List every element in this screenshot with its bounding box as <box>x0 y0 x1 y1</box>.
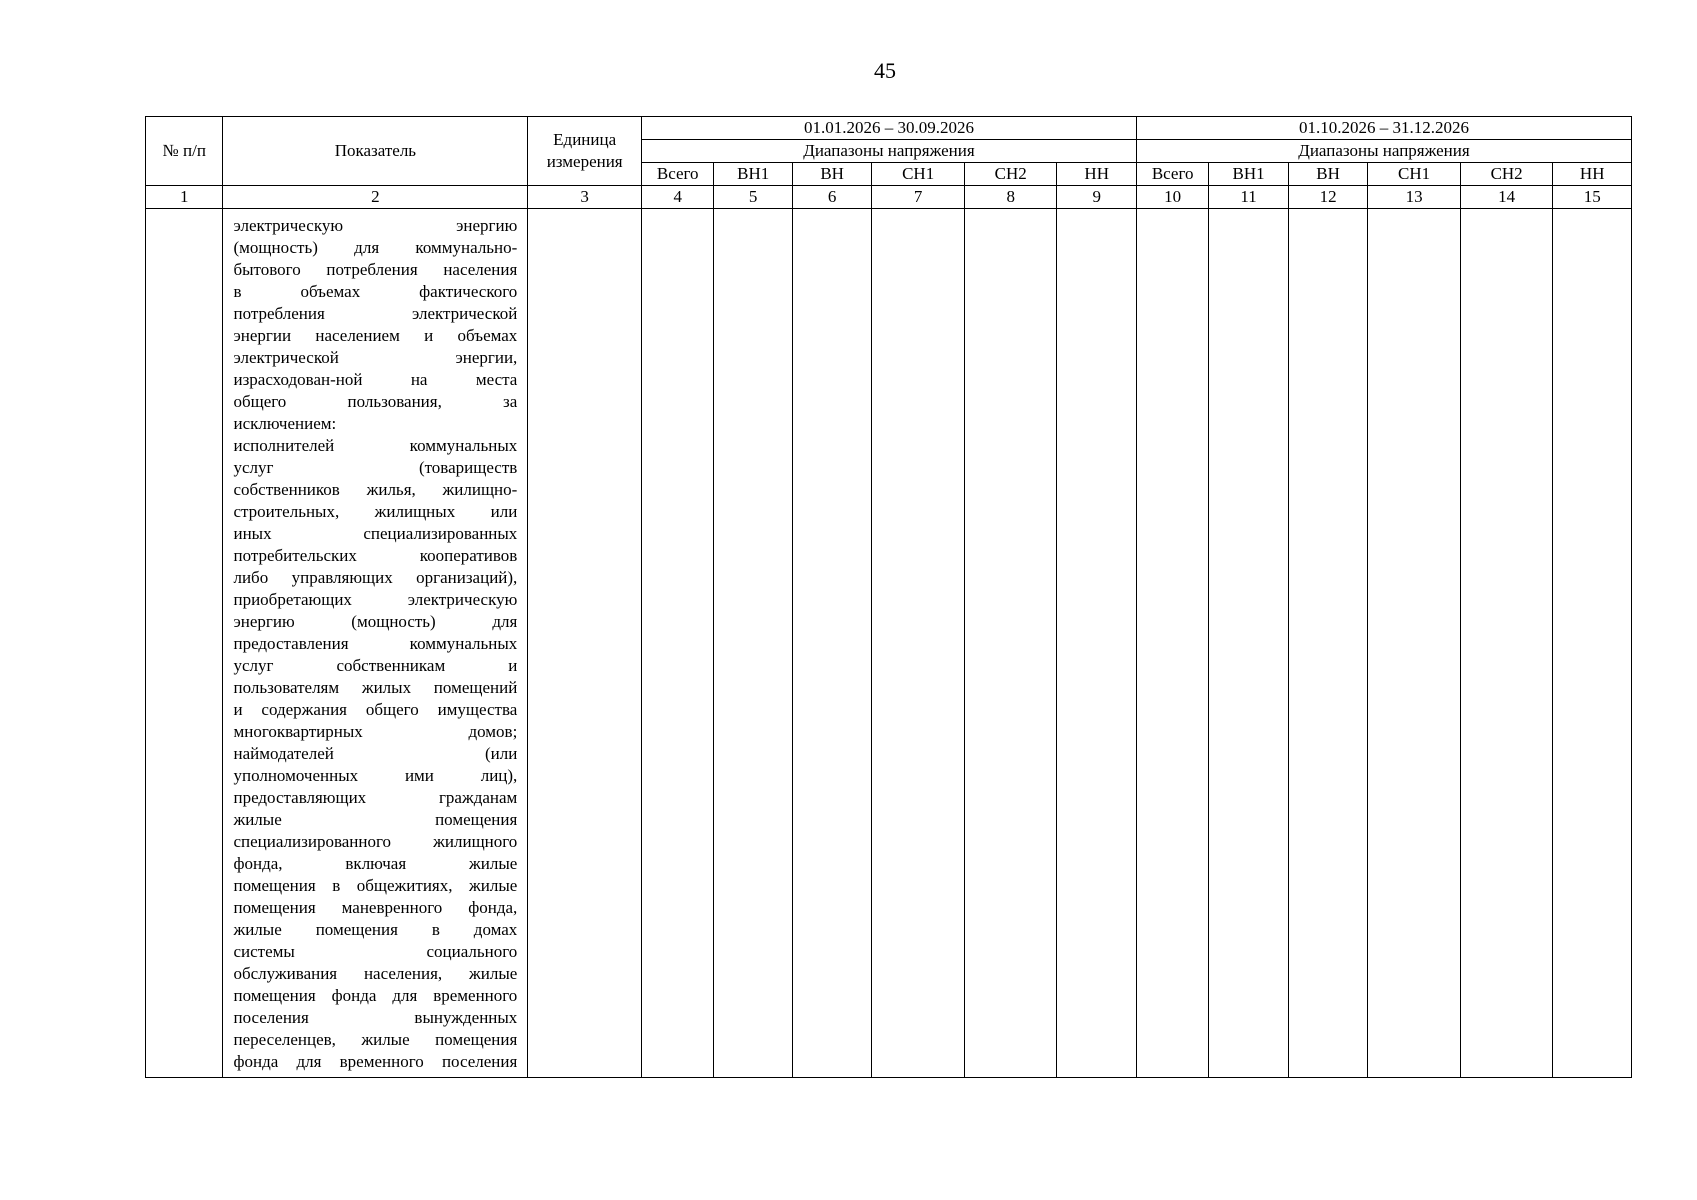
column-number: 8 <box>964 186 1057 209</box>
indicator-line: либо управляющих организаций), <box>233 568 518 587</box>
column-number: 14 <box>1460 186 1553 209</box>
indicator-line: жилые помещения <box>233 810 518 829</box>
indicator-line: поселения вынужденных <box>233 1008 518 1027</box>
indicator-line: специализированного жилищного <box>233 832 518 851</box>
value-cell <box>1368 209 1461 1078</box>
indicator-text <box>233 215 517 1073</box>
column-number: 4 <box>642 186 714 209</box>
subcol-sn2: СН2 <box>964 163 1057 186</box>
value-cell <box>1288 209 1367 1078</box>
indicator-line: израсходован-ной на места <box>233 370 518 389</box>
header-period-2: 01.10.2026 – 31.12.2026 <box>1136 117 1631 140</box>
indicator-line: исключением: <box>233 414 337 433</box>
subcol-total: Всего <box>1136 163 1208 186</box>
header-ranges-2: Диапазоны напряжения <box>1136 140 1631 163</box>
subcol-vn: ВН <box>792 163 871 186</box>
value-cell <box>1136 209 1208 1078</box>
indicator-line: жилые помещения в домах <box>233 920 518 939</box>
column-number: 3 <box>528 186 642 209</box>
column-number: 7 <box>872 186 965 209</box>
indicator-line: фонда для временного поселения <box>233 1052 518 1071</box>
value-cell <box>964 209 1057 1078</box>
subcol-sn2: СН2 <box>1460 163 1553 186</box>
value-cell <box>642 209 714 1078</box>
indicator-line: (мощность) для коммунально- <box>233 238 518 257</box>
indicator-line: услуг собственникам и <box>233 656 518 675</box>
subcol-nn: НН <box>1553 163 1632 186</box>
indicator-line: энергию (мощность) для <box>233 612 518 631</box>
value-cell <box>1057 209 1136 1078</box>
column-number: 6 <box>792 186 871 209</box>
indicator-line: наймодателей (или <box>233 744 518 763</box>
indicator-line: бытового потребления населения <box>233 260 518 279</box>
header-num: № п/п <box>146 117 223 186</box>
indicator-line: многоквартирных домов; <box>233 722 518 741</box>
header-row-column-numbers <box>146 186 1632 209</box>
value-cell <box>872 209 965 1078</box>
indicator-line: помещения маневренного фонда, <box>233 898 518 917</box>
indicator-line: общего пользования, за <box>233 392 518 411</box>
value-cell <box>1209 209 1288 1078</box>
indicator-line: собственников жилья, жилищно- <box>233 480 518 499</box>
indicator-line: потребительских кооперативов <box>233 546 518 565</box>
indicator-line: помещения фонда для временного <box>233 986 518 1005</box>
indicator-line: и содержания общего имущества <box>233 700 518 719</box>
column-number: 1 <box>146 186 223 209</box>
indicator-line: системы социального <box>233 942 518 961</box>
indicator-line: уполномоченных ими лиц), <box>233 766 518 785</box>
indicator-line: приобретающих электрическую <box>233 590 518 609</box>
column-number: 11 <box>1209 186 1288 209</box>
subcol-nn: НН <box>1057 163 1136 186</box>
subcol-vn1: ВН1 <box>714 163 792 186</box>
column-number: 13 <box>1368 186 1461 209</box>
header-row-periods <box>146 117 1632 140</box>
indicator-line: предоставления коммунальных <box>233 634 518 653</box>
indicator-line: иных специализированных <box>233 524 518 543</box>
indicator-line: переселенцев, жилые помещения <box>233 1030 518 1049</box>
value-cell <box>1553 209 1632 1078</box>
column-number: 10 <box>1136 186 1208 209</box>
value-cell <box>792 209 871 1078</box>
indicator-line: услуг (товариществ <box>233 458 518 477</box>
header-period-1: 01.01.2026 – 30.09.2026 <box>642 117 1137 140</box>
header-ranges-1: Диапазоны напряжения <box>642 140 1137 163</box>
indicator-line: предоставляющих гражданам <box>233 788 518 807</box>
value-cell <box>714 209 792 1078</box>
indicator-line: помещения в общежитиях, жилые <box>233 876 518 895</box>
table-row <box>146 209 1632 1078</box>
subcol-total: Всего <box>642 163 714 186</box>
subcol-vn1: ВН1 <box>1209 163 1288 186</box>
row-num-cell <box>146 209 223 1078</box>
subcol-sn1: СН1 <box>872 163 965 186</box>
indicator-line: электрическую энергию <box>233 216 518 235</box>
column-number: 12 <box>1288 186 1367 209</box>
header-unit-line1: Единица <box>553 130 617 149</box>
column-number: 2 <box>223 186 528 209</box>
indicator-line: фонда, включая жилые <box>233 854 518 873</box>
header-indicator: Показатель <box>223 117 528 186</box>
column-number: 9 <box>1057 186 1136 209</box>
tariff-table <box>145 116 1632 1078</box>
indicator-line: потребления электрической <box>233 304 518 323</box>
value-cell <box>1460 209 1553 1078</box>
indicator-line: обслуживания населения, жилые <box>233 964 518 983</box>
column-number: 5 <box>714 186 792 209</box>
header-unit <box>528 117 642 186</box>
indicator-line: исполнителей коммунальных <box>233 436 518 455</box>
header-unit-line2: измерения <box>546 152 623 171</box>
indicator-line: пользователям жилых помещений <box>233 678 518 697</box>
column-number: 15 <box>1553 186 1632 209</box>
unit-cell <box>528 209 642 1078</box>
indicator-line: строительных, жилищных или <box>233 502 518 521</box>
indicator-line: энергии населением и объемах <box>233 326 518 345</box>
page-number: 45 <box>874 58 896 83</box>
subcol-vn: ВН <box>1288 163 1367 186</box>
indicator-line: электрической энергии, <box>233 348 518 367</box>
indicator-text-cell <box>223 209 528 1078</box>
indicator-line: в объемах фактического <box>233 282 518 301</box>
subcol-sn1: СН1 <box>1368 163 1461 186</box>
